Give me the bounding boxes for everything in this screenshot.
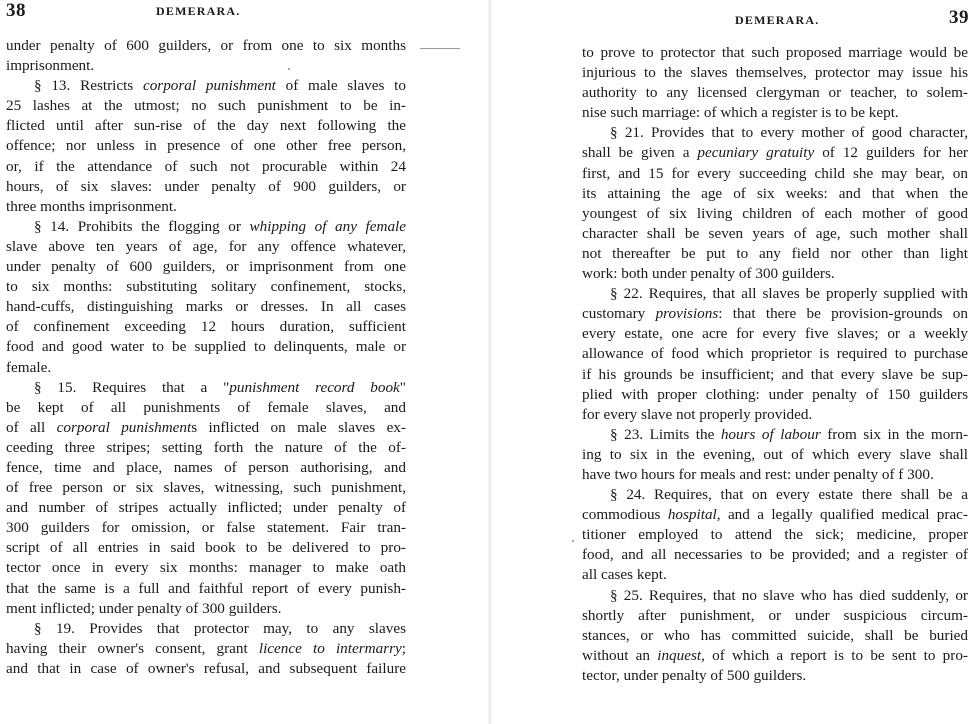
right-text-line: injurious to the slaves themselves, protector may issue his: [582, 64, 968, 82]
right-text-line: § 22. Requires, that all slaves be properly supplied with: [610, 285, 968, 303]
left-text-line: to six months: substituting solitary confinement, stocks,: [6, 278, 406, 296]
left-text-line: hand-cuffs, distinguishing marks or dresses. In all cases: [6, 298, 406, 316]
right-text-line: all cases kept.: [582, 566, 667, 584]
left-text-line: ment inflicted; under penalty of 300 guilders.: [6, 599, 282, 617]
left-text-line: under penalty of 600 guilders, or from one to six months: [6, 37, 406, 54]
right-text-line: for every slave not properly provided.: [582, 405, 813, 423]
right-text-line: commodious hospital, and a legally qualified medical prac-: [582, 506, 968, 524]
left-text-line: § 19. Provides that protector may, to any slaves: [34, 619, 406, 637]
left-text-line: food and good water to be supplied to delinquents, male or: [6, 338, 406, 356]
right-text-line: ing to six in the evening, out of which every slave shall: [582, 445, 968, 463]
left-text-line: of free person or six slaves, witnessing, such punishment,: [6, 479, 406, 497]
right-page: [490, 0, 980, 724]
left-text-line: and number of stripes actually inflicted; under penalty of: [6, 499, 406, 517]
left-text-line: hours, of six slaves: under penalty of 900 guilders, or: [6, 177, 406, 195]
right-text-line: § 23. Limits the hours of labour from six in the morn-: [610, 425, 969, 443]
margin-mark: [288, 68, 290, 70]
left-text-line: three months imprisonment.: [6, 197, 177, 215]
right-text-line: customary provisions: that there be provision-grounds on: [582, 305, 968, 323]
right-text-line: to prove to protector that such proposed marriage would be: [582, 44, 968, 61]
right-text-line: nise such marriage: of which a register is to be kept.: [582, 104, 899, 122]
left-text-line: 25 lashes at the utmost; no such punishment to be in-: [6, 97, 406, 115]
margin-mark: [572, 540, 574, 542]
right-text-line: plied with proper clothing: under penalty of 150 guilders: [582, 385, 968, 403]
right-text-line: § 25. Requires, that no slave who has died suddenly, or: [610, 586, 968, 604]
left-text-line: female.: [6, 358, 52, 376]
left-text-line: be kept of all punishments of female slaves, and: [6, 398, 406, 416]
left-text-line: or, if the attendance of such not procurable within 24: [6, 157, 406, 175]
left-text-line: offence; nor unless in presence of one other free person,: [6, 137, 406, 155]
right-page-text: [582, 43, 968, 686]
right-text-line: if his grounds be insufficient; and that every slave be sup-: [582, 365, 968, 383]
left-text-line: 300 guilders for omission, or false statement. Fair tran-: [6, 519, 406, 537]
left-text-line: slave above ten years of age, for any offence whatever,: [6, 237, 406, 255]
right-text-line: food, and all necessaries to be provided; and a register of: [582, 546, 968, 564]
right-text-line: every estate, one acre for every five slaves; or a weekly: [582, 325, 968, 343]
right-text-line: have two hours for meals and rest: under penalty of f 300.: [582, 465, 934, 483]
right-page-header: [490, 0, 980, 30]
left-text-line: that the same is a full and faithful report of every punish-: [6, 579, 406, 597]
right-text-line: authority to any licensed clergyman or teacher, to solem-: [582, 84, 968, 102]
right-text-line: shall be given a pecuniary gratuity of 12 guilders for her: [582, 144, 968, 162]
left-text-line: script of all entries in said book to be delivered to pro-: [6, 539, 406, 557]
right-text-line: its attaining the age of six weeks: and that when the: [582, 184, 968, 202]
right-text-line: first, and 15 for every succeeding child she may bear, on: [582, 164, 968, 182]
right-text-line: youngest of six living children of each mother of good: [582, 204, 968, 222]
right-text-line: character shall be seven years of age, such mother shall: [582, 224, 968, 242]
left-text-line: § 15. Requires that a "punishment record book": [34, 378, 406, 396]
left-text-line: having their owner's consent, grant licence to intermarry;: [6, 639, 406, 657]
left-page-header: [0, 0, 490, 30]
right-text-line: tector, under penalty of 500 guilders.: [582, 666, 807, 684]
right-text-line: § 21. Provides that to every mother of good character,: [610, 124, 968, 142]
right-text-line: § 24. Requires, that on every estate there shall be a: [610, 486, 968, 504]
left-text-line: imprisonment.: [6, 57, 95, 75]
right-text-line: work: both under penalty of 300 guilders.: [582, 265, 835, 283]
left-page-number: 38: [6, 0, 26, 21]
left-text-line: of confinement exceeding 12 hours duration, sufficient: [6, 318, 406, 336]
right-text-line: not thereafter be put to any field nor other than light: [582, 244, 968, 262]
left-text-line: § 14. Prohibits the flogging or whipping of any female: [34, 217, 407, 235]
right-page-number: 39: [949, 7, 969, 28]
left-text-line: tector once in every six months: manager to make oath: [6, 559, 406, 577]
right-text-line: titioner employed to attend the sick; medicine, proper: [582, 526, 968, 544]
left-text-line: under penalty of 600 guilders, or imprisonment from one: [6, 258, 406, 276]
left-text-line: fence, time and place, names of person authorising, and: [6, 458, 406, 476]
right-text-line: stances, or who has committed suicide, shall be buried: [582, 626, 968, 644]
left-text-line: and that in case of owner's refusal, and subsequent failure: [6, 659, 406, 677]
left-text-line: ceeding three stripes; setting forth the nature of the of-: [6, 438, 406, 456]
right-text-line: without an inquest, of which a report is to be sent to pro-: [582, 646, 968, 664]
left-running-title: DEMERARA.: [156, 4, 241, 18]
left-text-line: of all corporal punishments inflicted on male slaves ex-: [6, 418, 406, 436]
right-text-line: shortly after punishment, or under suspicious circum-: [582, 606, 968, 624]
left-text-line: flicted until after sun-rise of the day next following the: [6, 117, 406, 135]
left-text-line: § 13. Restricts corporal punishment of male slaves to: [34, 77, 406, 95]
right-text-line: allowance of food which proprietor is required to purchase: [582, 345, 968, 363]
right-running-title: DEMERARA.: [735, 13, 820, 27]
margin-mark: [420, 48, 460, 49]
left-page-text: [6, 36, 406, 679]
